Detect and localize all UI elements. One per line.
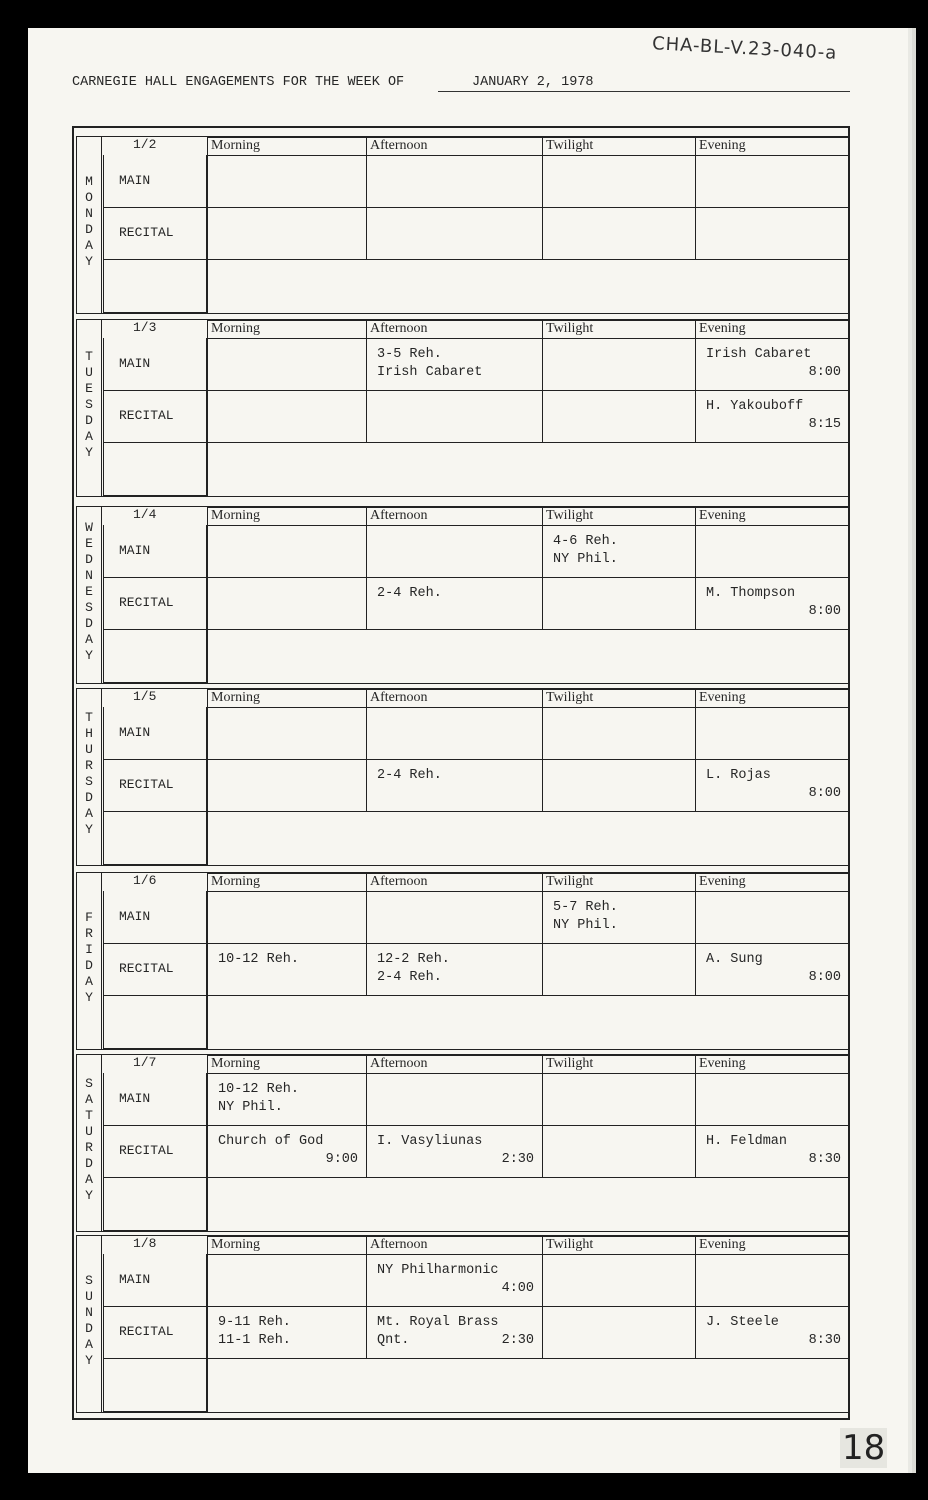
day-label-column xyxy=(77,1236,102,1412)
day-letter: S xyxy=(85,774,93,789)
schedule-cell-main-evening xyxy=(695,891,850,944)
blank-notes-row xyxy=(207,995,850,1049)
schedule-cell-recital-twilight xyxy=(542,759,696,812)
row-label-recital: RECITAL xyxy=(119,225,174,240)
schedule-cell-main-evening xyxy=(695,338,850,391)
day-letter: N xyxy=(85,1305,93,1320)
column-header-morning: Morning xyxy=(211,321,260,336)
column-header-afternoon: Afternoon xyxy=(370,1056,428,1071)
cell-time: 8:00 xyxy=(808,786,841,801)
cell-line: M. Thompson xyxy=(706,586,796,601)
day-date: 1/2 xyxy=(133,137,157,152)
schedule-cell-main-twilight xyxy=(542,155,696,208)
day-block-thursday xyxy=(76,688,850,866)
column-header-box xyxy=(366,689,543,708)
day-letter: S xyxy=(85,600,93,615)
day-letter: A xyxy=(85,429,93,444)
column-header-evening: Evening xyxy=(699,1237,746,1252)
column-header-twilight: Twilight xyxy=(546,874,594,889)
schedule-cell-main-morning xyxy=(207,891,367,944)
schedule-cell-main-afternoon xyxy=(366,525,543,578)
schedule-cell-main-twilight xyxy=(542,707,696,760)
row-divider xyxy=(103,259,207,260)
cell-line: Qnt. xyxy=(377,1333,410,1348)
day-letter: D xyxy=(85,552,93,567)
cell-time: 8:30 xyxy=(808,1333,841,1348)
schedule-cell-recital-afternoon xyxy=(366,759,543,812)
cell-time: 8:00 xyxy=(808,604,841,619)
day-label-column xyxy=(77,1055,102,1231)
schedule-cell-recital-afternoon xyxy=(366,1306,543,1359)
column-header-box xyxy=(366,507,543,526)
day-label-column xyxy=(77,507,102,683)
blank-notes-row xyxy=(207,442,850,496)
column-header-box xyxy=(695,137,850,156)
row-divider xyxy=(103,577,207,578)
row-divider xyxy=(103,943,207,944)
schedule-cell-recital-afternoon xyxy=(366,1125,543,1178)
cell-line: L. Rojas xyxy=(706,768,771,783)
column-header-box xyxy=(695,1236,850,1255)
schedule-cell-recital-afternoon xyxy=(366,577,543,630)
row-divider xyxy=(103,995,207,996)
row-label-main: MAIN xyxy=(119,356,151,371)
cell-line: 3-5 Reh. xyxy=(377,347,442,362)
day-letter: R xyxy=(85,1140,93,1155)
row-divider xyxy=(103,1125,207,1126)
schedule-cell-recital-morning xyxy=(207,759,367,812)
day-letter: R xyxy=(85,926,93,941)
day-letter: W xyxy=(85,520,93,535)
day-letter: R xyxy=(85,758,93,773)
day-letter: I xyxy=(85,942,93,957)
column-header-evening: Evening xyxy=(699,1056,746,1071)
cell-line: 4-6 Reh. xyxy=(553,534,618,549)
cell-line: NY Phil. xyxy=(553,918,618,933)
cell-time: 8:00 xyxy=(808,365,841,380)
column-header-evening: Evening xyxy=(699,138,746,153)
day-date: 1/6 xyxy=(133,873,157,888)
cell-line: Mt. Royal Brass xyxy=(377,1315,499,1330)
day-date: 1/4 xyxy=(133,507,157,522)
day-letter: U xyxy=(85,742,93,757)
column-header-afternoon: Afternoon xyxy=(370,508,428,523)
schedule-cell-recital-morning xyxy=(207,577,367,630)
day-label-column xyxy=(77,137,102,313)
row-label-main: MAIN xyxy=(119,725,151,740)
row-divider xyxy=(103,1358,207,1359)
day-letter: A xyxy=(85,974,93,989)
schedule-cell-main-afternoon xyxy=(366,1073,543,1126)
column-header-box xyxy=(542,507,696,526)
day-letter: A xyxy=(85,806,93,821)
header-title: CARNEGIE HALL ENGAGEMENTS FOR THE WEEK OF xyxy=(72,75,405,90)
schedule-cell-recital-morning xyxy=(207,943,367,996)
day-letter: D xyxy=(85,1321,93,1336)
day-letter: Y xyxy=(85,990,93,1005)
cell-time: 4:00 xyxy=(501,1281,534,1296)
cell-time: 8:15 xyxy=(808,417,841,432)
blank-notes-row xyxy=(207,259,850,313)
row-label-main: MAIN xyxy=(119,173,151,188)
day-letter: D xyxy=(85,958,93,973)
column-header-evening: Evening xyxy=(699,690,746,705)
day-letter: Y xyxy=(85,1353,93,1368)
column-header-twilight: Twilight xyxy=(546,138,594,153)
schedule-cell-main-evening xyxy=(695,1073,850,1126)
schedule-cell-main-twilight xyxy=(542,1254,696,1307)
cell-line: 11-1 Reh. xyxy=(218,1333,291,1348)
cell-line: Irish Cabaret xyxy=(706,347,812,362)
schedule-cell-main-twilight xyxy=(542,338,696,391)
cell-line: Irish Cabaret xyxy=(377,365,483,380)
column-header-morning: Morning xyxy=(211,508,260,523)
day-label-column xyxy=(77,873,102,1049)
schedule-cell-recital-morning xyxy=(207,207,367,260)
column-header-box xyxy=(207,689,367,708)
column-header-afternoon: Afternoon xyxy=(370,138,428,153)
column-header-afternoon: Afternoon xyxy=(370,1237,428,1252)
schedule-cell-recital-twilight xyxy=(542,207,696,260)
day-letter: D xyxy=(85,616,93,631)
header-date-underline xyxy=(438,91,850,92)
schedule-cell-recital-morning xyxy=(207,1125,367,1178)
column-header-box xyxy=(542,320,696,339)
column-header-box xyxy=(695,507,850,526)
column-header-box xyxy=(366,873,543,892)
column-header-box xyxy=(542,873,696,892)
column-header-twilight: Twilight xyxy=(546,1237,594,1252)
schedule-cell-main-twilight xyxy=(542,525,696,578)
cell-line: NY Philharmonic xyxy=(377,1263,499,1278)
row-label-recital: RECITAL xyxy=(119,777,174,792)
cell-time: 9:00 xyxy=(325,1152,358,1167)
column-header-twilight: Twilight xyxy=(546,321,594,336)
row-divider xyxy=(103,1306,207,1307)
schedule-cell-main-evening xyxy=(695,707,850,760)
cell-time: 2:30 xyxy=(501,1333,534,1348)
column-header-morning: Morning xyxy=(211,1237,260,1252)
schedule-cell-recital-evening xyxy=(695,1125,850,1178)
row-label-main: MAIN xyxy=(119,1091,151,1106)
day-letter: Y xyxy=(85,1188,93,1203)
day-letter: U xyxy=(85,1289,93,1304)
schedule-cell-recital-afternoon xyxy=(366,207,543,260)
column-header-box xyxy=(207,1055,367,1074)
row-label-main: MAIN xyxy=(119,543,151,558)
day-letter: D xyxy=(85,790,93,805)
cell-time: 2:30 xyxy=(501,1152,534,1167)
cell-line: J. Steele xyxy=(706,1315,779,1330)
day-letter: U xyxy=(85,1124,93,1139)
day-letter: A xyxy=(85,1172,93,1187)
column-header-box xyxy=(207,137,367,156)
schedule-cell-main-morning xyxy=(207,155,367,208)
day-label-column xyxy=(77,689,102,865)
schedule-cell-main-afternoon xyxy=(366,1254,543,1307)
schedule-cell-main-afternoon xyxy=(366,338,543,391)
column-header-box xyxy=(542,689,696,708)
column-header-box xyxy=(366,320,543,339)
schedule-cell-recital-evening xyxy=(695,390,850,443)
row-label-recital: RECITAL xyxy=(119,408,174,423)
column-header-twilight: Twilight xyxy=(546,1056,594,1071)
day-letter: T xyxy=(85,349,93,364)
schedule-cell-main-twilight xyxy=(542,1073,696,1126)
row-label-recital: RECITAL xyxy=(119,1143,174,1158)
day-letter: E xyxy=(85,584,93,599)
cell-line: 9-11 Reh. xyxy=(218,1315,291,1330)
column-header-morning: Morning xyxy=(211,874,260,889)
cell-line: NY Phil. xyxy=(553,552,618,567)
day-letter: D xyxy=(85,413,93,428)
day-block-wednesday xyxy=(76,506,850,684)
schedule-cell-recital-evening xyxy=(695,943,850,996)
schedule-cell-recital-twilight xyxy=(542,577,696,630)
schedule-cell-recital-afternoon xyxy=(366,943,543,996)
column-header-afternoon: Afternoon xyxy=(370,690,428,705)
column-header-box xyxy=(542,137,696,156)
column-header-evening: Evening xyxy=(699,874,746,889)
page-number: 18 xyxy=(842,1428,886,1468)
column-header-box xyxy=(207,507,367,526)
schedule-cell-recital-evening xyxy=(695,1306,850,1359)
schedule-cell-main-evening xyxy=(695,1254,850,1307)
cell-line: H. Yakouboff xyxy=(706,399,804,414)
row-label-main: MAIN xyxy=(119,909,151,924)
day-letter: N xyxy=(85,568,93,583)
schedule-cell-recital-twilight xyxy=(542,943,696,996)
column-header-box xyxy=(207,1236,367,1255)
day-letter: U xyxy=(85,365,93,380)
column-header-box xyxy=(542,1236,696,1255)
day-letter: A xyxy=(85,632,93,647)
schedule-cell-recital-twilight xyxy=(542,1125,696,1178)
column-header-box xyxy=(695,689,850,708)
row-divider xyxy=(103,759,207,760)
day-letter: M xyxy=(85,174,93,189)
cell-line: Church of God xyxy=(218,1134,324,1149)
column-header-box xyxy=(695,873,850,892)
column-header-morning: Morning xyxy=(211,690,260,705)
column-header-twilight: Twilight xyxy=(546,508,594,523)
cell-line: 2-4 Reh. xyxy=(377,586,442,601)
column-header-box xyxy=(207,873,367,892)
day-letter: E xyxy=(85,381,93,396)
schedule-cell-recital-evening xyxy=(695,207,850,260)
schedule-cell-main-afternoon xyxy=(366,707,543,760)
row-divider xyxy=(103,811,207,812)
day-letter: E xyxy=(85,536,93,551)
schedule-cell-recital-morning xyxy=(207,1306,367,1359)
day-letter: Y xyxy=(85,254,93,269)
day-letter: Y xyxy=(85,822,93,837)
blank-notes-row xyxy=(207,1358,850,1412)
schedule-cell-main-morning xyxy=(207,1073,367,1126)
day-letter: O xyxy=(85,190,93,205)
schedule-cell-recital-evening xyxy=(695,577,850,630)
day-letter: N xyxy=(85,206,93,221)
day-letter: A xyxy=(85,1092,93,1107)
schedule-cell-main-morning xyxy=(207,1254,367,1307)
row-divider xyxy=(103,629,207,630)
day-date: 1/3 xyxy=(133,320,157,335)
day-letter: A xyxy=(85,1337,93,1352)
blank-notes-row xyxy=(207,1177,850,1231)
row-divider xyxy=(103,1177,207,1178)
row-label-main: MAIN xyxy=(119,1272,151,1287)
column-header-box xyxy=(366,1236,543,1255)
schedule-cell-recital-afternoon xyxy=(366,390,543,443)
day-label-column xyxy=(77,320,102,496)
cell-line: A. Sung xyxy=(706,952,763,967)
column-header-morning: Morning xyxy=(211,1056,260,1071)
column-header-box xyxy=(695,1055,850,1074)
schedule-cell-main-morning xyxy=(207,707,367,760)
day-letter: Y xyxy=(85,445,93,460)
row-label-recital: RECITAL xyxy=(119,961,174,976)
row-label-recital: RECITAL xyxy=(119,595,174,610)
blank-notes-row xyxy=(207,629,850,683)
cell-line: 10-12 Reh. xyxy=(218,952,300,967)
day-letter: T xyxy=(85,710,93,725)
schedule-cell-main-evening xyxy=(695,155,850,208)
day-letter: A xyxy=(85,238,93,253)
day-letter: D xyxy=(85,1156,93,1171)
cell-time: 8:00 xyxy=(808,970,841,985)
schedule-cell-main-afternoon xyxy=(366,891,543,944)
row-divider xyxy=(103,442,207,443)
column-header-box xyxy=(695,320,850,339)
cell-line: 12-2 Reh. xyxy=(377,952,450,967)
column-header-box xyxy=(366,137,543,156)
cell-line: H. Feldman xyxy=(706,1134,788,1149)
column-header-afternoon: Afternoon xyxy=(370,874,428,889)
day-block-sunday xyxy=(76,1235,850,1413)
schedule-cell-main-twilight xyxy=(542,891,696,944)
schedule-cell-main-morning xyxy=(207,525,367,578)
column-header-box xyxy=(542,1055,696,1074)
cell-line: 10-12 Reh. xyxy=(218,1082,300,1097)
schedule-cell-recital-evening xyxy=(695,759,850,812)
column-header-morning: Morning xyxy=(211,138,260,153)
column-header-afternoon: Afternoon xyxy=(370,321,428,336)
archive-id-handwritten: CHA-BL-V.23-040-a xyxy=(651,33,838,64)
day-date: 1/5 xyxy=(133,689,157,704)
day-block-saturday xyxy=(76,1054,850,1232)
day-letter: D xyxy=(85,222,93,237)
row-label-recital: RECITAL xyxy=(119,1324,174,1339)
day-block-friday xyxy=(76,872,850,1050)
day-block-tuesday xyxy=(76,319,850,497)
cell-line: 2-4 Reh. xyxy=(377,768,442,783)
column-header-twilight: Twilight xyxy=(546,690,594,705)
day-letter: H xyxy=(85,726,93,741)
day-date: 1/7 xyxy=(133,1055,157,1070)
schedule-cell-recital-twilight xyxy=(542,1306,696,1359)
column-header-box xyxy=(207,320,367,339)
day-letter: S xyxy=(85,1273,93,1288)
day-letter: S xyxy=(85,397,93,412)
schedule-cell-main-morning xyxy=(207,338,367,391)
cell-line: NY Phil. xyxy=(218,1100,283,1115)
column-header-box xyxy=(366,1055,543,1074)
day-letter: S xyxy=(85,1076,93,1091)
day-date: 1/8 xyxy=(133,1236,157,1251)
cell-line: 5-7 Reh. xyxy=(553,900,618,915)
schedule-cell-recital-morning xyxy=(207,390,367,443)
row-divider xyxy=(103,207,207,208)
cell-line: I. Vasyliunas xyxy=(377,1134,483,1149)
column-header-evening: Evening xyxy=(699,321,746,336)
row-divider xyxy=(103,390,207,391)
day-letter: Y xyxy=(85,648,93,663)
schedule-cell-recital-twilight xyxy=(542,390,696,443)
blank-notes-row xyxy=(207,811,850,865)
header-week-date: JANUARY 2, 1978 xyxy=(472,75,594,90)
schedule-cell-main-evening xyxy=(695,525,850,578)
column-header-evening: Evening xyxy=(699,508,746,523)
cell-time: 8:30 xyxy=(808,1152,841,1167)
day-block-monday xyxy=(76,136,850,314)
cell-line: 2-4 Reh. xyxy=(377,970,442,985)
day-letter: T xyxy=(85,1108,93,1123)
schedule-cell-main-afternoon xyxy=(366,155,543,208)
day-letter: F xyxy=(85,910,93,925)
